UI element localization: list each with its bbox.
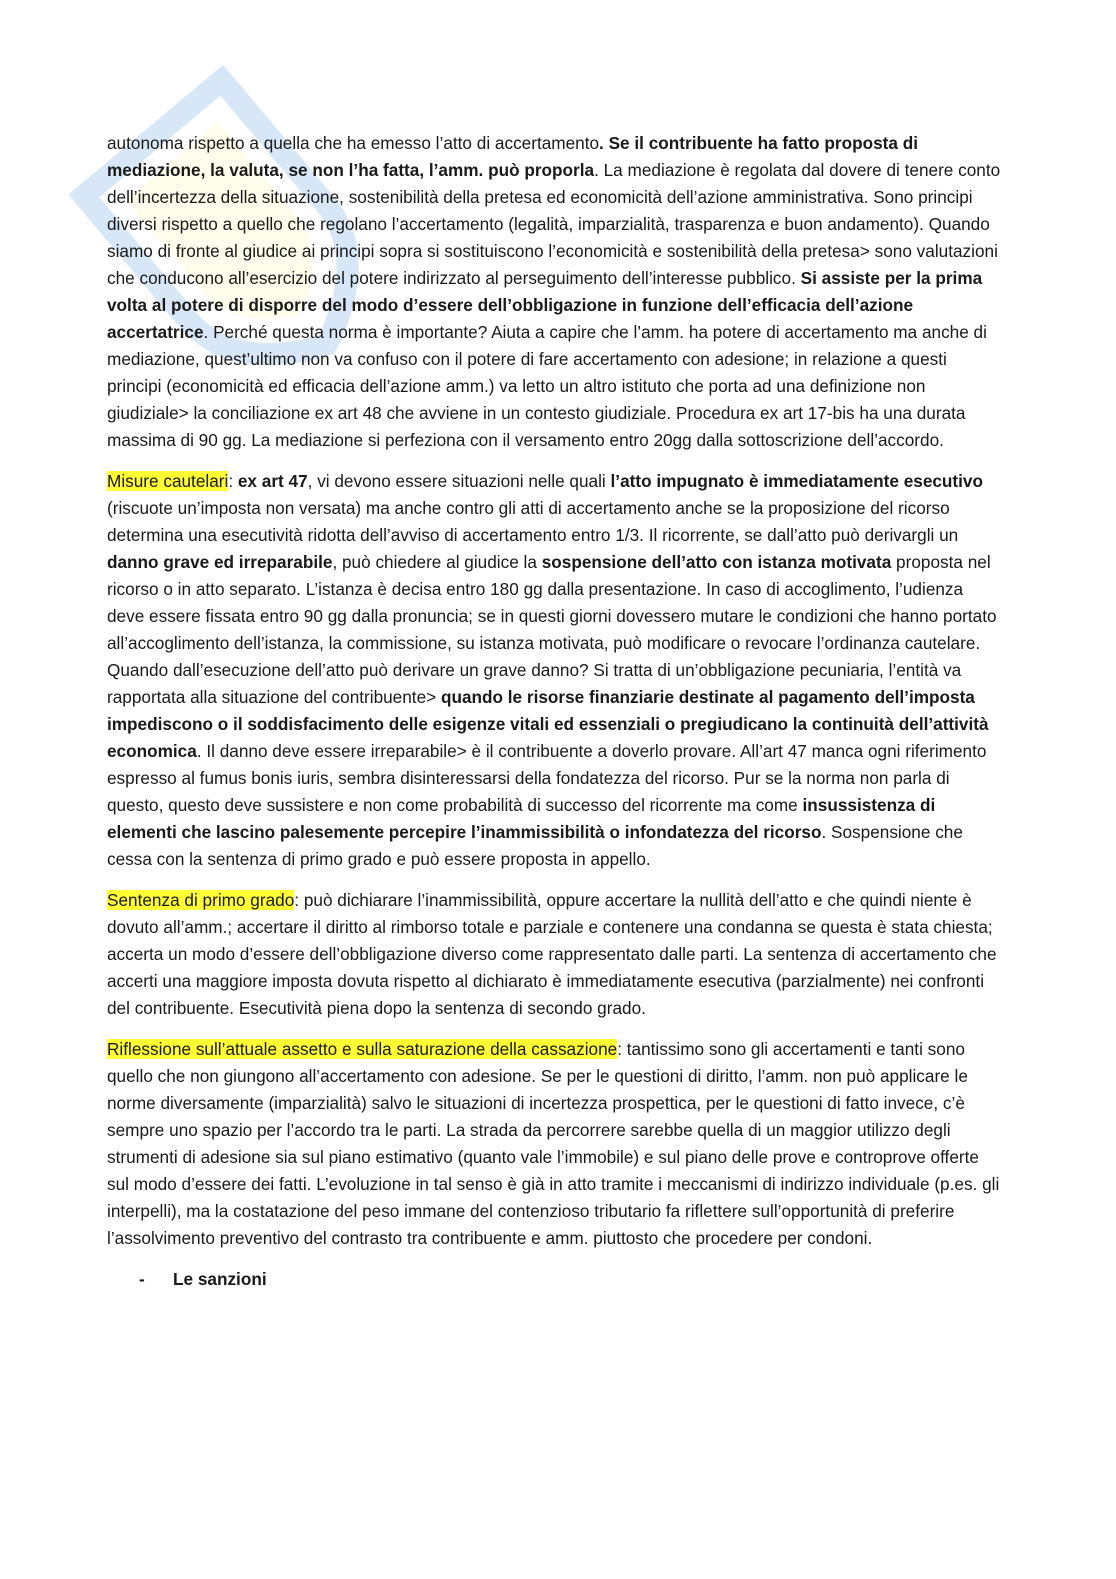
paragraph-sentenza-primo-grado: Sentenza di primo grado: può dichiarare l’inammissibilità, oppure accertare la nullità dell’atto e che quindi niente è dovuto all’amm.; accertare il diritto al rimborso totale e parziale e contenere una condanna se questa è stata chiesta; accerta un modo d’essere dell’obbligazione diverso come rappresentato dalle parti. La sentenza di accertamento che accerti una maggiore imposta dovuta rispetto al dichiarato è immediatamente esecutiva (parzialmente) nei confronti del contribuente. Esecutività piena dopo la sentenza di secondo grado. [107,890,997,1018]
paragraph-misure-cautelari: Misure cautelari: ex art 47, vi devono essere situazioni nelle quali l’atto impugnato è immediatamente esecutivo (riscuote un’imposta non versata) ma anche contro gli atti di accertamento anche se la proposizione del ricorso determina una esecutività ridotta dell’avviso di accertamento entro 1/3. Il ricorrente, se dall’atto può derivargli un danno grave ed irreparabile, può chiedere al giudice la sospensione dell’atto con istanza motivata proposta nel ricorso o in atto separato. L’istanza è decisa entro 180 gg dalla presentazione. In caso di accoglimento, l’udienza deve essere fissata entro 90 gg dalla pronuncia; se in questi giorni dovessero mutare le condizioni che hanno portato all’accoglimento dell’istanza, la commissione, su istanza motivata, può modificare o revocare l’ordinanza cautelare. Quando dall’esecuzione dell’atto può derivare un grave danno? Si tratta di un’obbligazione pecuniaria, l’entità va rapportata alla situazione del contribuente> quando le risorse finanziarie destinate al pagamento dell’imposta impediscono o il soddisfacimento delle esigenze vitali ed essenziali o pregiudicano la continuità dell’attività economica. Il danno deve essere irreparabile> è il contribuente a doverlo provare. All’art 47 manca ogni riferimento espresso al fumus bonis iuris, sembra disinteressarsi della fondatezza del ricorso. Pur se la norma non parla di questo, questo deve sussistere e non come probabilità di successo del ricorrente ma come insussistenza di elementi che lascino palesemente percepire l’inammissibilità o infondatezza del ricorso. Sospensione che cessa con la sentenza di primo grado e può essere proposta in appello. [107,471,997,869]
paragraph-riflessione: Riflessione sull’attuale assetto e sulla saturazione della cassazione: tantissimo sono gli accertamenti e tanti sono quello che non giungono all’accertamento con adesione. Se per le questioni di diritto, l’amm. non può applicare le norme diversamente (imparzialità) salvo le situazioni di incertezza prospettica, per le questioni di fatto invece, c’è sempre uno spazio per l’accordo tra le parti. La strada da percorrere sarebbe quella di un maggior utilizzo degli strumenti di adesione sia sul piano estimativo (quanto vale l’immobile) e sul piano delle prove e controprove offerte sul modo d’essere dei fatti. L’evoluzione in tal senso è già in atto tramite i meccanismi di indirizzo individuale (p.es. gli interpelli), ma la costatazione del peso immane del contenzioso tributario fa riflettere sull’opportunità di preferire l’assolvimento preventivo del contrasto tra contribuente e amm. piuttosto che procedere per condoni. [107,1039,1000,1248]
document-body [107,130,1003,1293]
paragraph-mediazione: autonoma rispetto a quella che ha emesso l’atto di accertamento. Se il contribuente ha fatto proposta di mediazione, la valuta, se non l’ha fatta, l’amm. può proporla. La mediazione è regolata dal dovere di tenere conto dell’incertezza della situazione, sostenibilità della pretesa ed economicità dell’azione amministrativa. Sono principi diversi rispetto a quello che regolano l’accertamento (legalità, imparzialità, trasparenza e buon andamento). Quando siamo di fronte al giudice ai principi sopra si sostituiscono l’economicità e sostenibilità della pretesa> sono valutazioni che conducono all’esercizio del potere indirizzato al perseguimento dell’interesse pubblico. Si assiste per la prima volta al potere di disporre del modo d’essere dell’obbligazione in funzione dell’efficacia dell’azione accertatrice. Perché questa norma è importante? Aiuta a capire che l’amm. ha potere di accertamento ma anche di mediazione, quest’ultimo non va confuso con il potere di fare accertamento con adesione; in relazione a questi principi (economicità ed efficacia dell’azione amm.) va letto un altro istituto che porta ad una definizione non giudiziale> la conciliazione ex art 48 che avviene in un contesto giudiziale. Procedura ex art 17-bis ha una durata massima di 90 gg. La mediazione si perfeziona con il versamento entro 20gg dalla sottoscrizione dell’accordo. [107,133,1001,450]
heading-riflessione: Riflessione sull’attuale assetto e sulla saturazione della cassazione [107,1039,618,1059]
bullet-dash: - [139,1269,145,1289]
heading-misure-cautelari: Misure cautelari [107,471,229,491]
heading-sentenza-primo-grado: Sentenza di primo grado [107,890,295,910]
section-title: Le sanzioni [173,1269,267,1289]
section-heading-sanzioni [139,1266,1003,1293]
